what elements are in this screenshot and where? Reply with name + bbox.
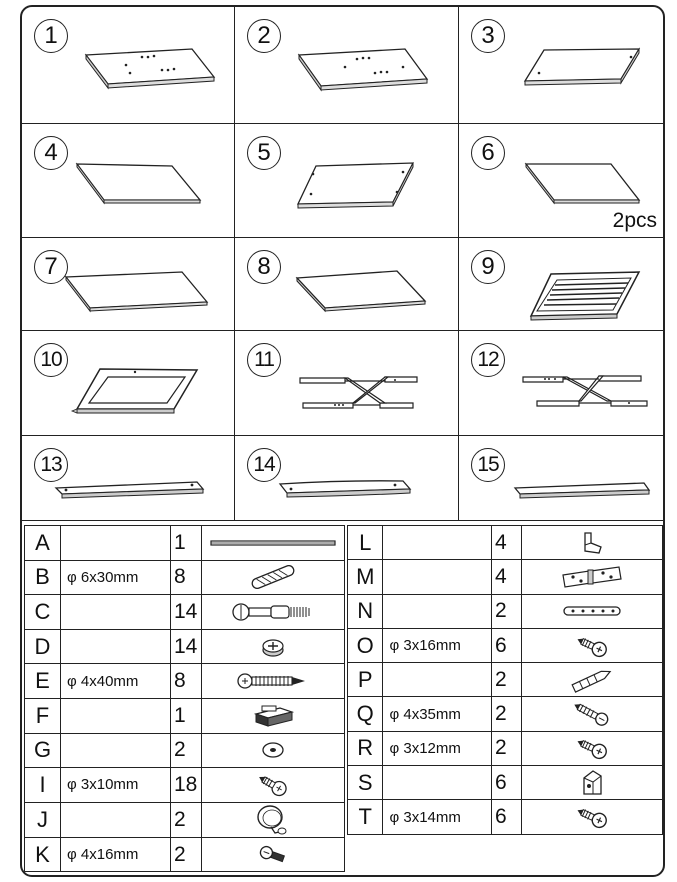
corner-bracket-icon — [522, 766, 663, 800]
hardware-spec: φ 3x14mm — [383, 800, 492, 834]
wall-anchor-icon — [522, 663, 663, 697]
screw-icon — [522, 731, 663, 765]
quantity-note: 2pcs — [612, 209, 657, 232]
hardware-quantity: 2 — [171, 802, 202, 837]
part-number-badge: 8 — [247, 250, 281, 284]
hardware-spec — [383, 526, 492, 560]
hardware-letter: P — [348, 663, 383, 697]
part-number-badge: 13 — [34, 448, 68, 482]
hardware-quantity: 2 — [491, 663, 522, 697]
panel-part-2 — [235, 7, 459, 124]
hardware-spec: φ 3x10mm — [61, 768, 171, 803]
short-screw-icon — [202, 768, 345, 803]
part-number-badge: 7 — [34, 250, 68, 284]
hardware-letter: M — [348, 560, 383, 594]
hardware-letter: F — [25, 698, 61, 733]
hardware-letter: J — [25, 802, 61, 837]
cam-lock-icon — [202, 629, 345, 664]
hardware-quantity: 1 — [171, 698, 202, 733]
hardware-spec — [61, 698, 171, 733]
hardware-row-b — [25, 560, 345, 595]
hardware-letter: C — [25, 595, 61, 630]
hardware-spec: φ 3x12mm — [383, 731, 492, 765]
panel-part-8 — [235, 238, 459, 331]
hardware-row-l — [348, 526, 663, 560]
hardware-row-t — [348, 800, 663, 834]
part-number-badge: 9 — [471, 250, 505, 284]
hardware-letter: N — [348, 594, 383, 628]
hardware-row-k — [25, 837, 345, 872]
hardware-spec — [383, 594, 492, 628]
part-number-badge: 11 — [247, 343, 281, 377]
hardware-row-o — [348, 628, 663, 662]
hardware-quantity: 14 — [171, 595, 202, 630]
hardware-letter: L — [348, 526, 383, 560]
hardware-row-f — [25, 698, 345, 733]
parts-sheet — [20, 5, 665, 877]
hardware-quantity: 1 — [171, 526, 202, 561]
hardware-row-q — [348, 697, 663, 731]
hardware-row-i — [25, 768, 345, 803]
hardware-row-a — [25, 526, 345, 561]
hardware-quantity: 18 — [171, 768, 202, 803]
hardware-letter: R — [348, 731, 383, 765]
part-number-badge: 4 — [34, 136, 68, 170]
hardware-quantity: 2 — [491, 731, 522, 765]
hardware-spec: φ 6x30mm — [61, 560, 171, 595]
hardware-row-g — [25, 733, 345, 768]
screw-icon — [522, 628, 663, 662]
hardware-spec — [383, 663, 492, 697]
hardware-spec — [61, 802, 171, 837]
wood-dowel-icon — [202, 560, 345, 595]
rod-icon — [202, 526, 345, 561]
hardware-row-e — [25, 664, 345, 699]
hardware-spec: φ 4x40mm — [61, 664, 171, 699]
knob-screw-icon — [202, 837, 345, 872]
hardware-quantity: 2 — [491, 697, 522, 731]
hardware-quantity: 4 — [491, 526, 522, 560]
panel-part-6 — [459, 124, 663, 238]
hardware-spec — [383, 560, 492, 594]
cam-bolt-icon — [202, 595, 345, 630]
part-number-badge: 3 — [471, 19, 505, 53]
hardware-spec — [383, 766, 492, 800]
part-number-badge: 10 — [34, 343, 68, 377]
hardware-row-d — [25, 629, 345, 664]
panel-grid — [22, 7, 663, 521]
hardware-row-r — [348, 731, 663, 765]
hardware-letter: O — [348, 628, 383, 662]
panel-part-14 — [235, 436, 459, 521]
hardware-row-p — [348, 663, 663, 697]
hardware-quantity: 4 — [491, 560, 522, 594]
hardware-spec — [61, 595, 171, 630]
hardware-quantity: 2 — [171, 837, 202, 872]
part-number-badge: 14 — [247, 448, 281, 482]
hardware-row-c — [25, 595, 345, 630]
magnetic-catch-icon — [202, 698, 345, 733]
hardware-spec — [61, 526, 171, 561]
part-number-badge: 6 — [471, 136, 505, 170]
hardware-spec — [61, 733, 171, 768]
panel-part-7 — [22, 238, 235, 331]
hardware-quantity: 8 — [171, 664, 202, 699]
hardware-spec: φ 4x35mm — [383, 697, 492, 731]
panel-part-3 — [459, 7, 663, 124]
part-number-badge: 1 — [34, 19, 68, 53]
hardware-table-left — [24, 525, 345, 872]
hardware-letter: B — [25, 560, 61, 595]
part-number-badge: 15 — [471, 448, 505, 482]
part-number-badge: 2 — [247, 19, 281, 53]
hardware-quantity: 6 — [491, 800, 522, 834]
hardware-quantity: 6 — [491, 766, 522, 800]
knob-icon — [202, 802, 345, 837]
hardware-letter: A — [25, 526, 61, 561]
panel-part-15 — [459, 436, 663, 521]
hardware-spec — [61, 629, 171, 664]
washer-icon — [202, 733, 345, 768]
hardware-row-m — [348, 560, 663, 594]
hardware-spec: φ 4x16mm — [61, 837, 171, 872]
hardware-quantity: 2 — [491, 594, 522, 628]
panel-part-5 — [235, 124, 459, 238]
hardware-letter: I — [25, 768, 61, 803]
hardware-letter: T — [348, 800, 383, 834]
hardware-quantity: 2 — [171, 733, 202, 768]
part-number-badge: 12 — [471, 343, 505, 377]
panel-part-1 — [22, 7, 235, 124]
hardware-letter: D — [25, 629, 61, 664]
panel-part-13 — [22, 436, 235, 521]
clip-icon — [522, 526, 663, 560]
hardware-quantity: 6 — [491, 628, 522, 662]
hardware-quantity: 14 — [171, 629, 202, 664]
hardware-letter: S — [348, 766, 383, 800]
hardware-quantity: 8 — [171, 560, 202, 595]
part-number-badge: 5 — [247, 136, 281, 170]
anchor-screw-icon — [522, 697, 663, 731]
panel-part-12 — [459, 331, 663, 436]
hinge-icon — [522, 560, 663, 594]
hardware-row-n — [348, 594, 663, 628]
panel-part-9 — [459, 238, 663, 331]
hardware-table-right — [347, 525, 663, 835]
panel-part-11 — [235, 331, 459, 436]
panel-part-4 — [22, 124, 235, 238]
hardware-letter: K — [25, 837, 61, 872]
hardware-spec: φ 3x16mm — [383, 628, 492, 662]
hardware-letter: G — [25, 733, 61, 768]
hardware-letter: E — [25, 664, 61, 699]
hardware-row-j — [25, 802, 345, 837]
metal-strip-icon — [522, 594, 663, 628]
panel-part-10 — [22, 331, 235, 436]
long-screw-icon — [202, 664, 345, 699]
screw-icon — [522, 800, 663, 834]
hardware-letter: Q — [348, 697, 383, 731]
hardware-row-s — [348, 766, 663, 800]
